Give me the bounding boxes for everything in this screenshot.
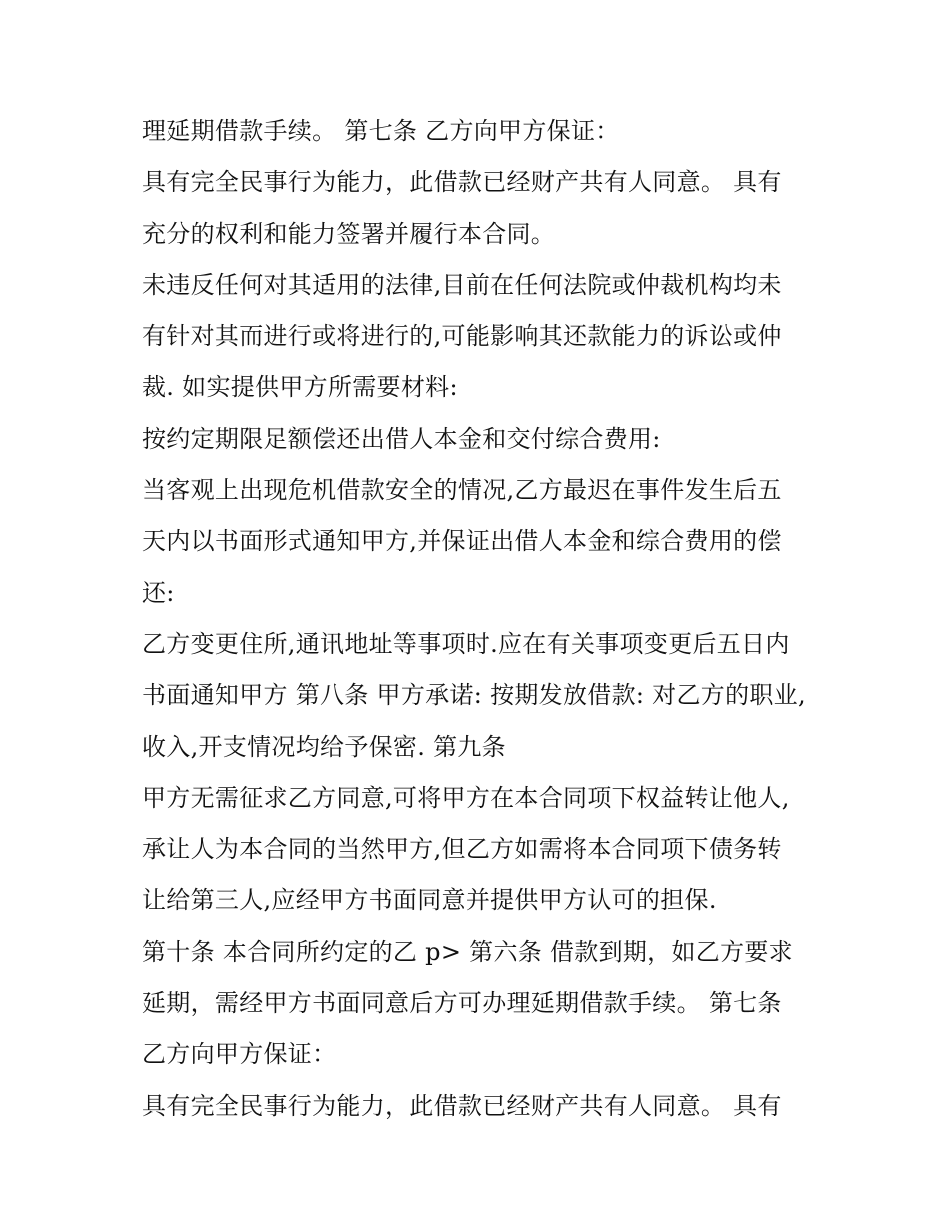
text-line: 未违反任何对其适用的法律,目前在任何法院或仲裁机构均未 bbox=[142, 270, 782, 299]
text-line: 第十条 本合同所约定的乙 p> 第六条 借款到期，如乙方要求 bbox=[142, 937, 793, 966]
text-line: 理延期借款手续。 第七条 乙方向甲方保证： bbox=[142, 117, 620, 145]
text-line: 收入,开支情况均给予保密. 第九条 bbox=[142, 732, 506, 761]
text-line: 乙方向甲方保证： bbox=[142, 1040, 337, 1069]
text-line: 延期，需经甲方书面同意后方可办理延期借款手续。 第七条 bbox=[142, 989, 782, 1018]
text-line: 甲方无需征求乙方同意,可将甲方在本合同项下权益转让他人, bbox=[142, 783, 790, 812]
text-line: 承让人为本合同的当然甲方,但乙方如需将本合同项下债务转 bbox=[142, 835, 782, 864]
text-line: 具有完全民事行为能力，此借款已经财产共有人同意。 具有 bbox=[142, 168, 782, 197]
text-line: 还: bbox=[142, 578, 175, 607]
text-line: 裁. 如实提供甲方所需要材料: bbox=[142, 373, 458, 402]
document-body bbox=[142, 106, 822, 1132]
text-line: 充分的权利和能力签署并履行本合同。 bbox=[142, 219, 556, 248]
text-line: 天内以书面形式通知甲方,并保证出借人本金和综合费用的偿 bbox=[142, 527, 782, 556]
text-line: 按约定期限足额偿还出借人本金和交付综合费用: bbox=[142, 424, 661, 453]
text-line: 有针对其而进行或将进行的,可能影响其还款能力的诉讼或仲 bbox=[142, 322, 782, 351]
text-line: 当客观上出现危机借款安全的情况,乙方最迟在事件发生后五 bbox=[142, 476, 782, 505]
text-line: 乙方变更住所,通讯地址等事项时.应在有关事项变更后五日内 bbox=[142, 629, 790, 658]
text-line: 书面通知甲方 第八条 甲方承诺: 按期发放借款: 对乙方的职业, bbox=[142, 681, 806, 710]
text-line: 让给第三人,应经甲方书面同意并提供甲方认可的担保. bbox=[142, 886, 717, 915]
text-line: 具有完全民事行为能力，此借款已经财产共有人同意。 具有 bbox=[142, 1091, 782, 1120]
